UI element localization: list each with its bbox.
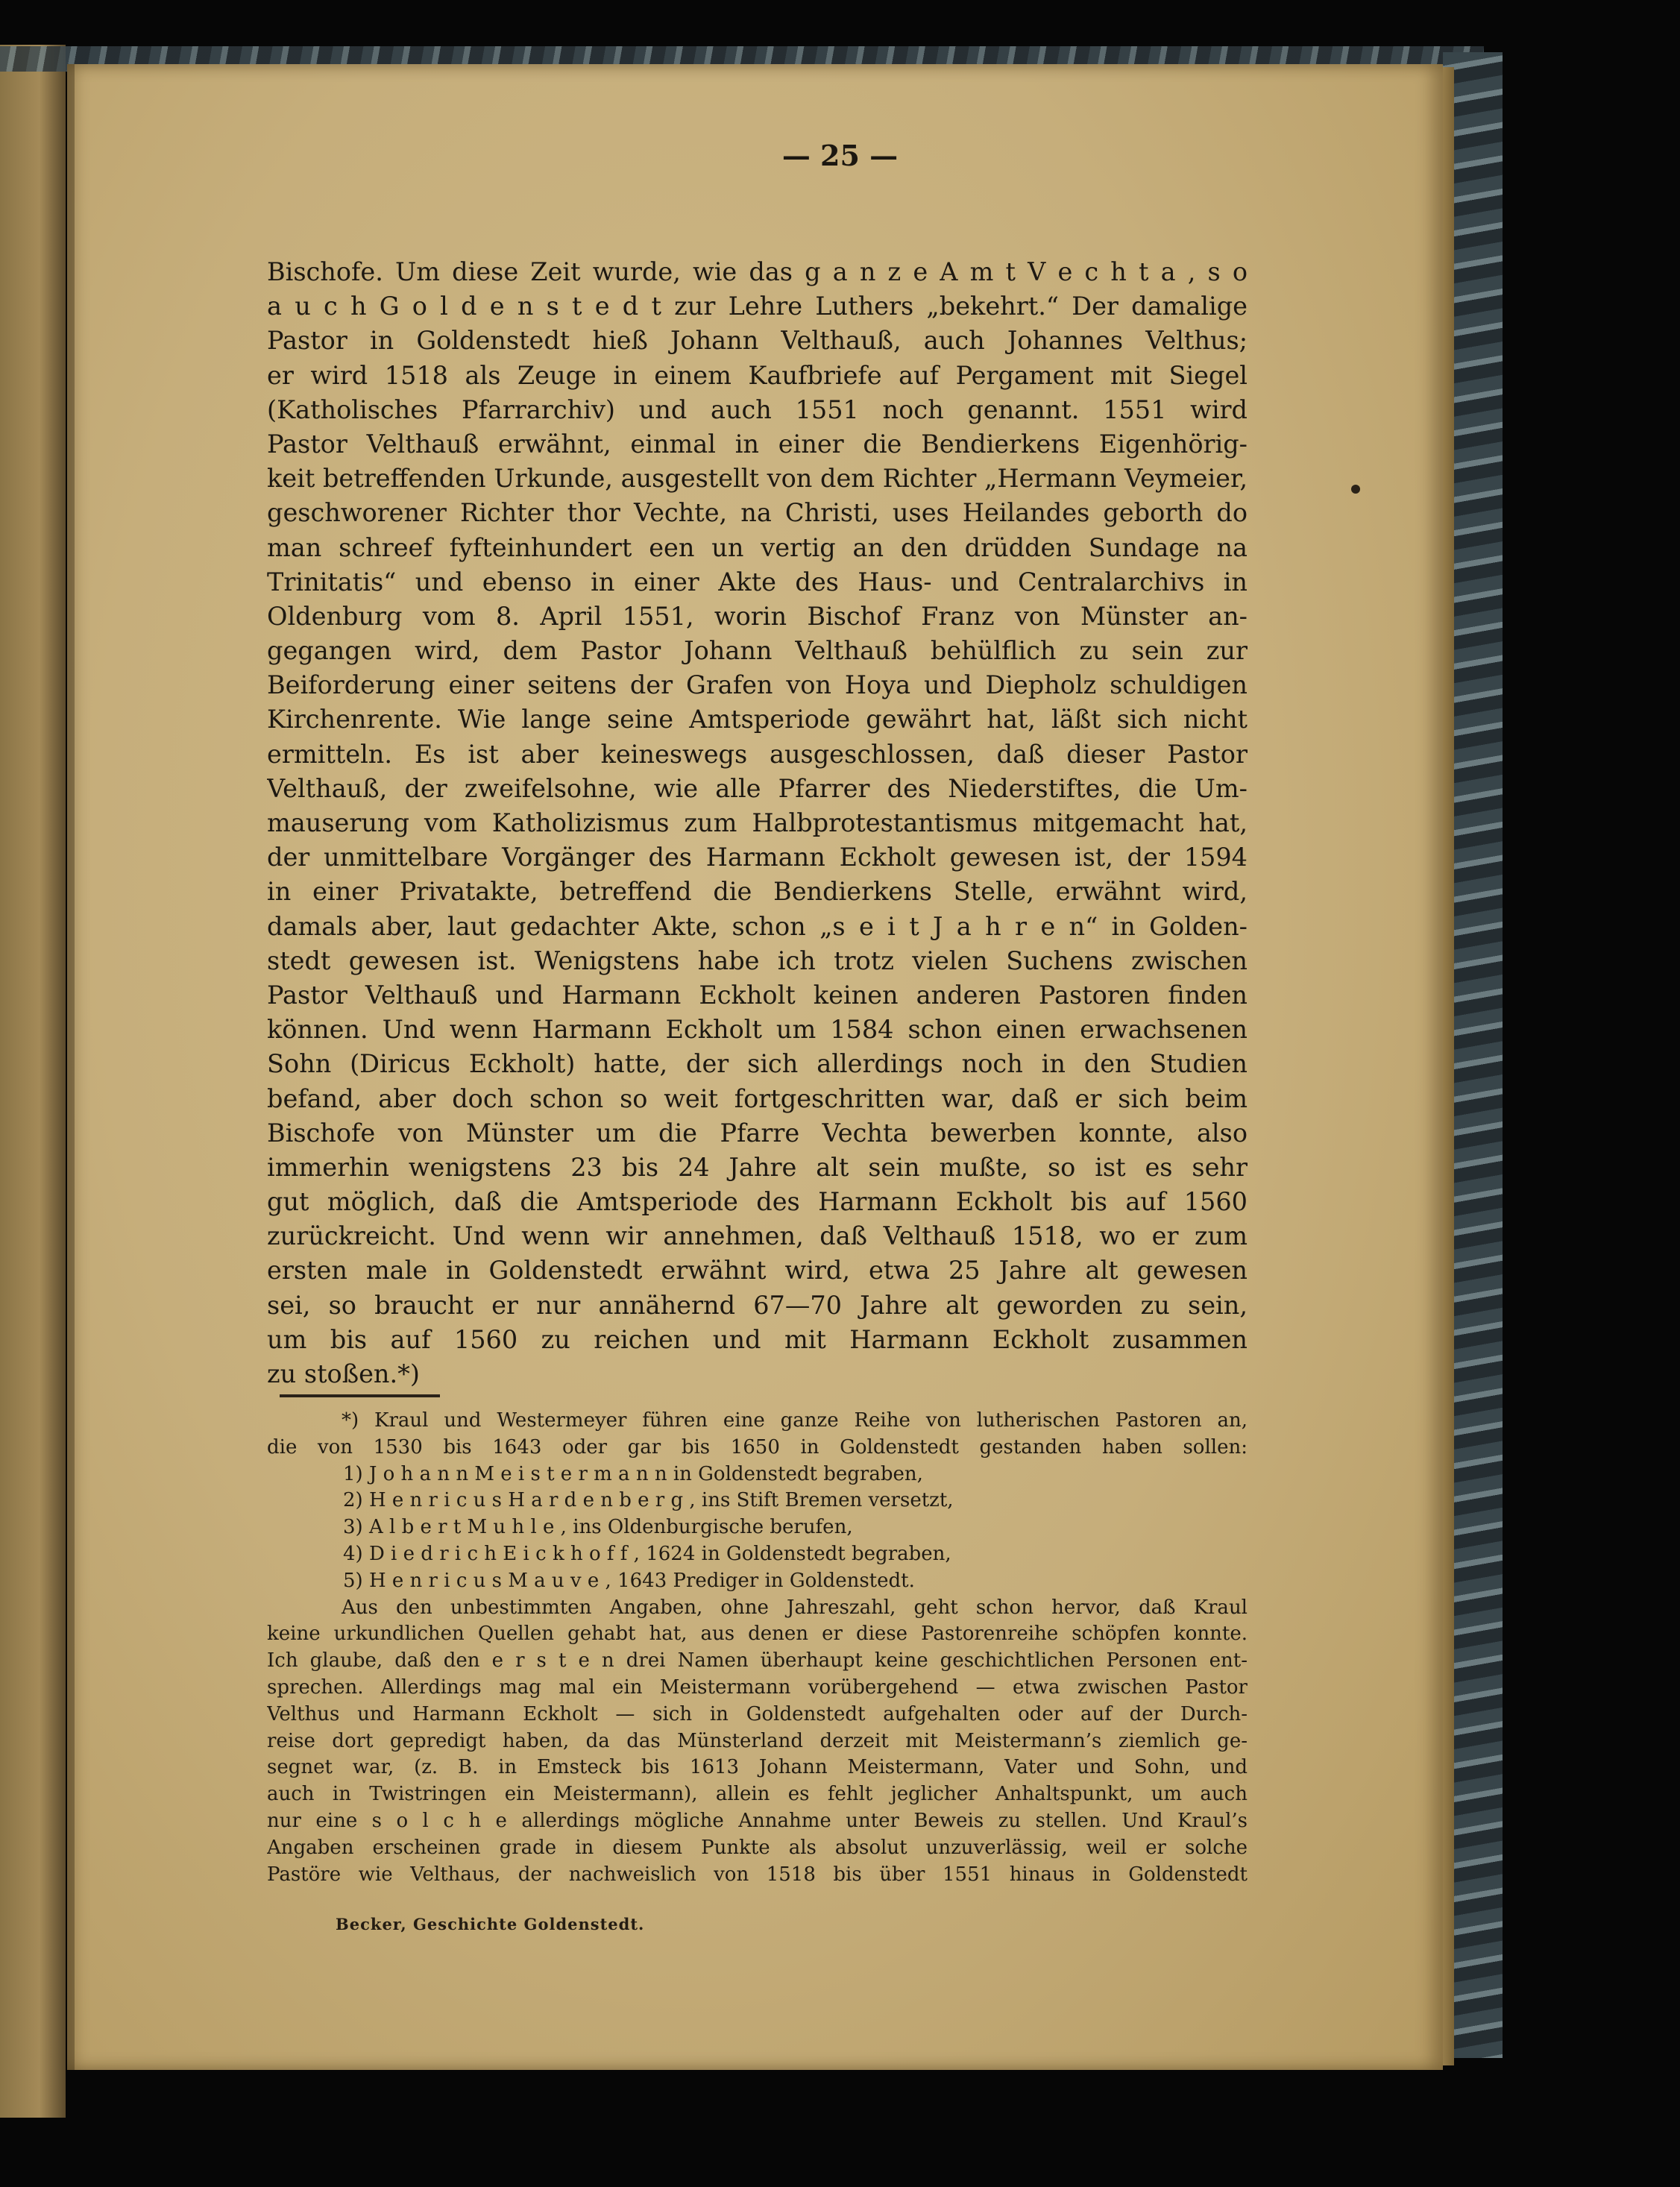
footnote-line: Angaben erscheinen grade in diesem Punkte als absolut unzuverlässig, weil er solche bbox=[267, 1836, 1248, 1859]
text-line: zurückreicht. Und wenn wir annehmen, daß Velthauß 1518, wo er zum bbox=[267, 1221, 1248, 1251]
text-line: er wird 1518 als Zeuge in einem Kaufbriefe auf Pergament mit Siegel bbox=[267, 360, 1248, 390]
footnote-line: auch in Twistringen ein Meistermann), allein es fehlt jeglicher Anhaltspunkt, um auch bbox=[267, 1783, 1248, 1806]
main-text bbox=[267, 255, 1248, 1391]
footnote-list-item: 5) H e n r i c u s M a u v e , 1643 Prediger in Goldenstedt. bbox=[343, 1569, 915, 1592]
footnote-line: *) Kraul und Westermeyer führen eine ganze Reihe von lutherischen Pastoren an, bbox=[342, 1409, 1248, 1432]
previous-page-edge bbox=[0, 45, 66, 2118]
text-line: Velthauß, der zweifelsohne, wie alle Pfarrer des Niederstiftes, die Um- bbox=[267, 773, 1248, 803]
footnote-line: sprechen. Allerdings mag mal ein Meistermann vorübergehend — etwa zwischen Pastor bbox=[267, 1675, 1248, 1699]
text-line: zu stoßen.*) bbox=[267, 1359, 420, 1388]
margin-dot bbox=[1351, 485, 1360, 494]
page-number: — 25 — bbox=[781, 139, 899, 172]
footnote-rule bbox=[280, 1394, 440, 1397]
text-line: a u c h G o l d e n s t e d t zur Lehre Luthers „bekehrt.“ Der damalige bbox=[267, 292, 1248, 321]
text-line: (Katholisches Pfarrarchiv) und auch 1551 noch genannt. 1551 wird bbox=[267, 394, 1248, 424]
text-line: stedt gewesen ist. Wenigstens habe ich trotz vielen Suchens zwischen bbox=[267, 945, 1248, 975]
text-line: Kirchenrente. Wie lange seine Amtsperiode gewährt hat, läßt sich nicht bbox=[267, 705, 1248, 734]
text-line: mauserung vom Katholizismus zum Halbprotestantismus mitgemacht hat, bbox=[267, 808, 1248, 837]
footnote-list-item: 1) J o h a n n M e i s t e r m a n n in Goldenstedt begraben, bbox=[343, 1462, 923, 1485]
text-line: Pastor in Goldenstedt hieß Johann Velthauß, auch Johannes Velthus; bbox=[267, 326, 1248, 356]
text-line: Trinitatis“ und ebenso in einer Akte des Haus- und Centralarchivs in bbox=[267, 567, 1248, 597]
text-line: der unmittelbare Vorgänger des Harmann Eckholt gewesen ist, der 1594 bbox=[267, 843, 1248, 872]
footnote-line: Aus den unbestimmten Angaben, ohne Jahreszahl, geht schon hervor, daß Kraul bbox=[342, 1596, 1248, 1619]
text-line: Oldenburg vom 8. April 1551, worin Bischof Franz von Münster an- bbox=[267, 601, 1248, 631]
footnote-line: nur eine s o l c h e allerdings mögliche Annahme unter Beweis zu stellen. Und Kraul’s bbox=[267, 1809, 1248, 1832]
text-line: damals aber, laut gedachter Akte, schon „s e i t J a h r e n“ in Golden- bbox=[267, 911, 1248, 941]
text-line: sei, so braucht er nur annähernd 67—70 Jahre alt geworden zu sein, bbox=[267, 1290, 1248, 1320]
text-line: können. Und wenn Harmann Eckholt um 1584 schon einen erwachsenen bbox=[267, 1015, 1248, 1045]
footnote-line: keine urkundlichen Quellen gehabt hat, aus denen er diese Pastorenreihe schöpfen konnte. bbox=[267, 1623, 1248, 1646]
text-line: man schreef fyfteinhundert een un vertig an den drüdden Sundage na bbox=[267, 532, 1248, 562]
footnote-list-item: 3) A l b e r t M u h l e , ins Oldenburgische berufen, bbox=[343, 1516, 853, 1539]
text-line: ermitteln. Es ist aber keineswegs ausgeschlossen, daß dieser Pastor bbox=[267, 739, 1248, 769]
footnote-line: segnet war, (z. B. in Emsteck bis 1613 Johann Meistermann, Vater und Sohn, und bbox=[267, 1756, 1248, 1779]
text-line: gut möglich, daß die Amtsperiode des Harmann Eckholt bis auf 1560 bbox=[267, 1187, 1248, 1217]
page-gutter bbox=[67, 64, 75, 2070]
footnote bbox=[267, 1408, 1248, 1888]
text-line: um bis auf 1560 zu reichen und mit Harmann Eckholt zusammen bbox=[267, 1324, 1248, 1354]
text-line: Beiforderung einer seitens der Grafen von Hoya und Diepholz schuldigen bbox=[267, 670, 1248, 700]
footnote-line: die von 1530 bis 1643 oder gar bis 1650 in Goldenstedt gestanden haben sollen: bbox=[267, 1435, 1248, 1458]
footnote-line: reise dort gepredigt haben, da das Münsterland derzeit mit Meistermann’s ziemlich ge- bbox=[267, 1729, 1248, 1752]
signature-line: Becker, Geschichte Goldenstedt. bbox=[336, 1915, 645, 1933]
text-line: keit betreffenden Urkunde, ausgestellt von dem Richter „Hermann Veymeier, bbox=[267, 464, 1248, 494]
footnote-list-item: 2) H e n r i c u s H a r d e n b e r g , ins Stift Bremen versetzt, bbox=[343, 1489, 954, 1512]
text-line: Sohn (Diricus Eckholt) hatte, der sich allerdings noch in den Studien bbox=[267, 1049, 1248, 1079]
text-line: Pastor Velthauß erwähnt, einmal in einer die Bendierkens Eigenhörig- bbox=[267, 429, 1248, 459]
footnote-line: Velthus und Harmann Eckholt — sich in Goldenstedt aufgehalten oder auf der Durch- bbox=[267, 1702, 1248, 1725]
text-line: Pastor Velthauß und Harmann Eckholt keinen anderen Pastoren finden bbox=[267, 980, 1248, 1010]
text-line: ersten male in Goldenstedt erwähnt wird, etwa 25 Jahre alt gewesen bbox=[267, 1256, 1248, 1286]
text-line: geschworener Richter thor Vechte, na Christi, uses Heilandes geborth do bbox=[267, 498, 1248, 528]
text-line: Bischofe von Münster um die Pfarre Vechta bewerben konnte, also bbox=[267, 1118, 1248, 1148]
text-line: immerhin wenigstens 23 bis 24 Jahre alt sein mußte, so ist es sehr bbox=[267, 1152, 1248, 1182]
text-line: Bischofe. Um diese Zeit wurde, wie das g a n z e A m t V e c h t a , s o bbox=[267, 257, 1248, 286]
footnote-line: Ich glaube, daß den e r s t e n drei Namen überhaupt keine geschichtlichen Personen ent- bbox=[267, 1649, 1248, 1672]
text-line: gegangen wird, dem Pastor Johann Velthauß behülflich zu sein zur bbox=[267, 636, 1248, 666]
text-line: in einer Privatakte, betreffend die Bendierkens Stelle, erwähnt wird, bbox=[267, 877, 1248, 907]
text-line: befand, aber doch schon so weit fortgeschritten war, daß er sich beim bbox=[267, 1083, 1248, 1113]
footnote-list-item: 4) D i e d r i c h E i c k h o f f , 1624 in Goldenstedt begraben, bbox=[343, 1542, 951, 1565]
footnote-line: Pastöre wie Velthaus, der nachweislich von 1518 bis über 1551 hinaus in Goldenstedt bbox=[267, 1863, 1248, 1886]
